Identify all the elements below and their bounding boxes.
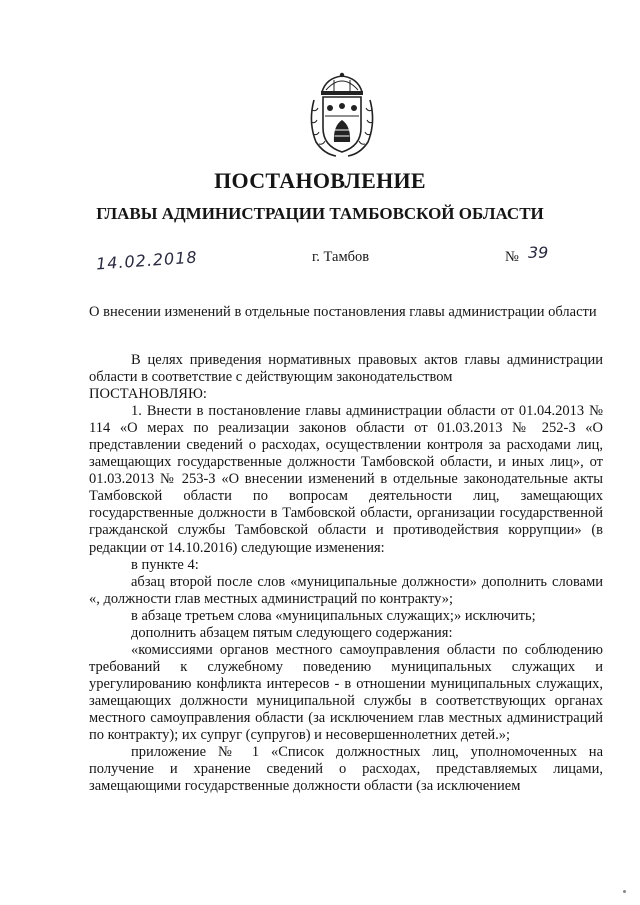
city-label: г. Тамбов: [312, 249, 370, 265]
resolve-heading: ПОСТАНОВЛЯЮ:: [89, 386, 207, 403]
clause-paragraph: в абзаце третьем слова «муниципальных служащих;» исключить;: [131, 607, 536, 624]
appendix-paragraph: приложение № 1 «Список должностных лиц, уполномоченных на получение и хранение сведений о расходах, представляемых лицами, замещающими государственные должности области (за исключением: [89, 744, 603, 795]
tambov-coat-of-arms-icon: [306, 70, 378, 158]
number-label: №: [505, 249, 519, 265]
document-title: ПОСТАНОВЛЕНИЕ: [214, 168, 426, 193]
clause-paragraph: абзац второй после слов «муниципальные должности» дополнить словами «, должности глав местных администраций по контракту»;: [89, 573, 603, 607]
preamble-paragraph: В целях приведения нормативных правовых актов главы администрации области в соответствие с действующим законодательством: [89, 352, 603, 386]
document-body: [89, 352, 603, 795]
clause-paragraph: в пункте 4:: [131, 556, 199, 573]
quoted-paragraph: «комиссиями органов местного самоуправления области по соблюдению требований к служебному поведению муниципальных служащих и урегулированию конфликта интересов - в отношении муниципальных служащих, замещающих должности муниципальной службы в соответствующих органах местного самоуправления области (за исключением глав местных администраций по контракту); их супруг (супругов) и несовершеннолетних детей.»;: [89, 641, 603, 744]
item-1-paragraph: 1. Внести в постановление главы администрации области от 01.04.2013 № 114 «О мерах по реализации законов области от 01.03.2013 № 252-З «О представлении сведений о расходах, осуществлении контроля за расходами лиц, замещающих государственные должности Тамбовской области, и иных лиц», от 01.03.2013 № 253-З «О внесении изменений в отдельные законодательные акты Тамбовской области по вопросам деятельности лиц, замещающих государственные должности в Тамбовской области, организации государственной гражданской службы Тамбовской области и противодействия коррупции» (в редакции от 14.10.2016) следующие изменения:: [89, 403, 603, 556]
handwritten-number: 39: [528, 243, 549, 262]
document-subtitle: ГЛАВЫ АДМИНИСТРАЦИИ ТАМБОВСКОЙ ОБЛАСТИ: [96, 204, 544, 223]
scan-mark: [623, 890, 626, 893]
clause-paragraph: дополнить абзацем пятым следующего содержания:: [131, 624, 453, 641]
document-subject: О внесении изменений в отдельные постановления главы администрации области: [89, 303, 597, 320]
handwritten-date: 14.02.2018: [95, 247, 199, 274]
